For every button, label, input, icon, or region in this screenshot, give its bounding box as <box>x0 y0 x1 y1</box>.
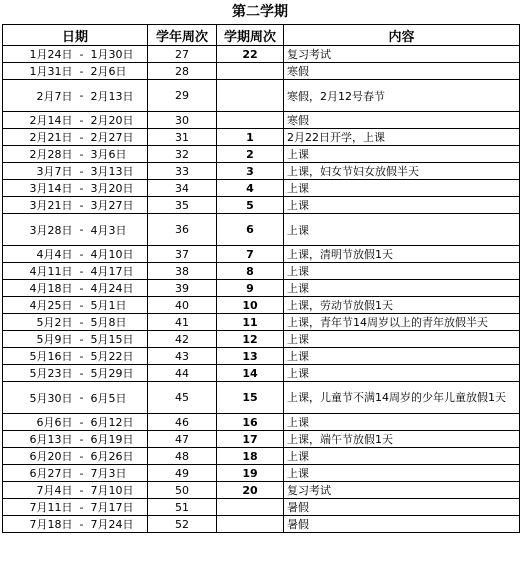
semester-week-cell: 22 <box>217 46 284 63</box>
semester-week-cell <box>217 499 284 516</box>
table-row <box>3 129 520 146</box>
start-date-cell: 4月18日 <box>3 280 75 297</box>
semester-week-cell: 10 <box>217 297 284 314</box>
end-date-cell: 5月1日 <box>89 297 148 314</box>
semester-week-cell <box>217 63 284 80</box>
date-separator: - <box>75 314 89 331</box>
start-date-cell: 5月23日 <box>3 365 75 382</box>
school-week-cell: 44 <box>148 365 217 382</box>
semester-week-cell: 9 <box>217 280 284 297</box>
start-date-cell: 4月4日 <box>3 246 75 263</box>
date-separator: - <box>75 482 89 499</box>
end-date-cell: 1月30日 <box>89 46 148 63</box>
end-date-cell: 7月17日 <box>89 499 148 516</box>
end-date-cell: 4月24日 <box>89 280 148 297</box>
start-date-cell: 4月25日 <box>3 297 75 314</box>
date-separator: - <box>75 214 89 246</box>
school-week-cell: 30 <box>148 112 217 129</box>
school-week-cell: 36 <box>148 214 217 246</box>
content-cell: 上课 <box>284 348 520 365</box>
school-week-cell: 39 <box>148 280 217 297</box>
semester-week-cell: 20 <box>217 482 284 499</box>
school-week-cell: 32 <box>148 146 217 163</box>
start-date-cell: 4月11日 <box>3 263 75 280</box>
table-row <box>3 482 520 499</box>
end-date-cell: 6月19日 <box>89 431 148 448</box>
semester-week-cell: 13 <box>217 348 284 365</box>
date-separator: - <box>75 180 89 197</box>
semester-week-cell: 3 <box>217 163 284 180</box>
table-row <box>3 197 520 214</box>
date-separator: - <box>75 448 89 465</box>
content-cell: 上课 <box>284 180 520 197</box>
start-date-cell: 2月14日 <box>3 112 75 129</box>
end-date-cell: 2月20日 <box>89 112 148 129</box>
content-cell: 上课 <box>284 414 520 431</box>
semester-week-cell: 6 <box>217 214 284 246</box>
content-cell: 上课 <box>284 465 520 482</box>
date-separator: - <box>75 80 89 112</box>
content-cell: 寒假，2月12号春节 <box>284 80 520 112</box>
header-semester-week: 学期周次 <box>217 25 284 46</box>
table-row <box>3 263 520 280</box>
end-date-cell: 3月13日 <box>89 163 148 180</box>
start-date-cell: 3月21日 <box>3 197 75 214</box>
table-row <box>3 431 520 448</box>
school-week-cell: 51 <box>148 499 217 516</box>
table-row <box>3 63 520 80</box>
content-cell: 上课 <box>284 146 520 163</box>
table-row <box>3 80 520 112</box>
school-week-cell: 38 <box>148 263 217 280</box>
date-separator: - <box>75 465 89 482</box>
content-cell: 复习考试 <box>284 46 520 63</box>
end-date-cell: 6月12日 <box>89 414 148 431</box>
table-row <box>3 448 520 465</box>
date-separator: - <box>75 246 89 263</box>
school-week-cell: 35 <box>148 197 217 214</box>
start-date-cell: 5月16日 <box>3 348 75 365</box>
content-cell: 暑假 <box>284 516 520 533</box>
content-cell: 上课，青年节14周岁以上的青年放假半天 <box>284 314 520 331</box>
start-date-cell: 7月4日 <box>3 482 75 499</box>
table-row <box>3 382 520 414</box>
start-date-cell: 2月28日 <box>3 146 75 163</box>
semester-week-cell: 14 <box>217 365 284 382</box>
end-date-cell: 2月27日 <box>89 129 148 146</box>
school-week-cell: 47 <box>148 431 217 448</box>
semester-week-cell: 19 <box>217 465 284 482</box>
semester-week-cell: 1 <box>217 129 284 146</box>
end-date-cell: 4月17日 <box>89 263 148 280</box>
date-separator: - <box>75 414 89 431</box>
table-row <box>3 348 520 365</box>
start-date-cell: 1月31日 <box>3 63 75 80</box>
header-row <box>3 25 520 46</box>
end-date-cell: 5月15日 <box>89 331 148 348</box>
table-row <box>3 163 520 180</box>
date-separator: - <box>75 516 89 533</box>
start-date-cell: 6月6日 <box>3 414 75 431</box>
date-separator: - <box>75 197 89 214</box>
school-week-cell: 43 <box>148 348 217 365</box>
end-date-cell: 3月6日 <box>89 146 148 163</box>
end-date-cell: 3月27日 <box>89 197 148 214</box>
header-content: 内容 <box>284 25 520 46</box>
end-date-cell: 6月26日 <box>89 448 148 465</box>
content-cell: 上课，劳动节放假1天 <box>284 297 520 314</box>
school-week-cell: 34 <box>148 180 217 197</box>
semester-week-cell: 7 <box>217 246 284 263</box>
date-separator: - <box>75 129 89 146</box>
semester-week-cell: 18 <box>217 448 284 465</box>
date-separator: - <box>75 331 89 348</box>
content-cell: 上课，端午节放假1天 <box>284 431 520 448</box>
content-cell: 上课，儿童节不满14周岁的少年儿童放假1天 <box>284 382 520 414</box>
date-separator: - <box>75 431 89 448</box>
end-date-cell: 5月22日 <box>89 348 148 365</box>
semester-week-cell <box>217 112 284 129</box>
table-row <box>3 516 520 533</box>
table-row <box>3 280 520 297</box>
content-cell: 上课，妇女节妇女放假半天 <box>284 163 520 180</box>
table-row <box>3 331 520 348</box>
semester-week-cell: 11 <box>217 314 284 331</box>
end-date-cell: 4月10日 <box>89 246 148 263</box>
end-date-cell: 5月29日 <box>89 365 148 382</box>
schedule-table <box>2 24 520 533</box>
start-date-cell: 6月20日 <box>3 448 75 465</box>
table-row <box>3 365 520 382</box>
table-row <box>3 314 520 331</box>
semester-week-cell <box>217 80 284 112</box>
school-week-cell: 27 <box>148 46 217 63</box>
content-cell: 2月22日开学，上课 <box>284 129 520 146</box>
table-body <box>3 46 520 533</box>
school-week-cell: 40 <box>148 297 217 314</box>
date-separator: - <box>75 46 89 63</box>
start-date-cell: 5月9日 <box>3 331 75 348</box>
content-cell: 寒假 <box>284 112 520 129</box>
school-week-cell: 45 <box>148 382 217 414</box>
date-separator: - <box>75 348 89 365</box>
school-week-cell: 41 <box>148 314 217 331</box>
date-separator: - <box>75 63 89 80</box>
end-date-cell: 4月3日 <box>89 214 148 246</box>
school-week-cell: 46 <box>148 414 217 431</box>
content-cell: 寒假 <box>284 63 520 80</box>
date-separator: - <box>75 297 89 314</box>
content-cell: 上课 <box>284 197 520 214</box>
table-row <box>3 465 520 482</box>
school-week-cell: 28 <box>148 63 217 80</box>
school-week-cell: 42 <box>148 331 217 348</box>
school-week-cell: 31 <box>148 129 217 146</box>
start-date-cell: 5月30日 <box>3 382 75 414</box>
date-separator: - <box>75 112 89 129</box>
start-date-cell: 3月28日 <box>3 214 75 246</box>
school-week-cell: 48 <box>148 448 217 465</box>
content-cell: 上课 <box>284 365 520 382</box>
semester-week-cell: 15 <box>217 382 284 414</box>
semester-week-cell: 2 <box>217 146 284 163</box>
date-separator: - <box>75 499 89 516</box>
sheet-title: 第二学期 <box>232 4 288 20</box>
date-separator: - <box>75 382 89 414</box>
date-separator: - <box>75 365 89 382</box>
content-cell: 上课 <box>284 263 520 280</box>
start-date-cell: 3月14日 <box>3 180 75 197</box>
date-separator: - <box>75 263 89 280</box>
content-cell: 上课 <box>284 331 520 348</box>
end-date-cell: 6月5日 <box>89 382 148 414</box>
end-date-cell: 7月10日 <box>89 482 148 499</box>
content-cell: 上课 <box>284 214 520 246</box>
content-cell: 暑假 <box>284 499 520 516</box>
school-week-cell: 52 <box>148 516 217 533</box>
header-school-week: 学年周次 <box>148 25 217 46</box>
date-separator: - <box>75 280 89 297</box>
table-row <box>3 246 520 263</box>
school-week-cell: 33 <box>148 163 217 180</box>
semester-week-cell: 17 <box>217 431 284 448</box>
semester-week-cell <box>217 516 284 533</box>
date-separator: - <box>75 163 89 180</box>
content-cell: 上课，清明节放假1天 <box>284 246 520 263</box>
table-row <box>3 297 520 314</box>
table-row <box>3 414 520 431</box>
end-date-cell: 2月6日 <box>89 63 148 80</box>
end-date-cell: 7月3日 <box>89 465 148 482</box>
school-week-cell: 50 <box>148 482 217 499</box>
table-row <box>3 499 520 516</box>
end-date-cell: 2月13日 <box>89 80 148 112</box>
school-week-cell: 37 <box>148 246 217 263</box>
start-date-cell: 3月7日 <box>3 163 75 180</box>
semester-week-cell: 12 <box>217 331 284 348</box>
start-date-cell: 2月21日 <box>3 129 75 146</box>
start-date-cell: 2月7日 <box>3 80 75 112</box>
start-date-cell: 7月18日 <box>3 516 75 533</box>
semester-week-cell: 5 <box>217 197 284 214</box>
start-date-cell: 1月24日 <box>3 46 75 63</box>
table-row <box>3 112 520 129</box>
school-week-cell: 49 <box>148 465 217 482</box>
table-row <box>3 180 520 197</box>
start-date-cell: 6月13日 <box>3 431 75 448</box>
date-separator: - <box>75 146 89 163</box>
start-date-cell: 6月27日 <box>3 465 75 482</box>
semester-week-cell: 4 <box>217 180 284 197</box>
start-date-cell: 7月11日 <box>3 499 75 516</box>
table-row <box>3 214 520 246</box>
semester-week-cell: 8 <box>217 263 284 280</box>
end-date-cell: 7月24日 <box>89 516 148 533</box>
content-cell: 上课 <box>284 280 520 297</box>
semester-week-cell: 16 <box>217 414 284 431</box>
table-row <box>3 46 520 63</box>
school-week-cell: 29 <box>148 80 217 112</box>
content-cell: 上课 <box>284 448 520 465</box>
end-date-cell: 3月20日 <box>89 180 148 197</box>
header-date: 日期 <box>3 25 148 46</box>
end-date-cell: 5月8日 <box>89 314 148 331</box>
table-row <box>3 146 520 163</box>
content-cell: 复习考试 <box>284 482 520 499</box>
start-date-cell: 5月2日 <box>3 314 75 331</box>
